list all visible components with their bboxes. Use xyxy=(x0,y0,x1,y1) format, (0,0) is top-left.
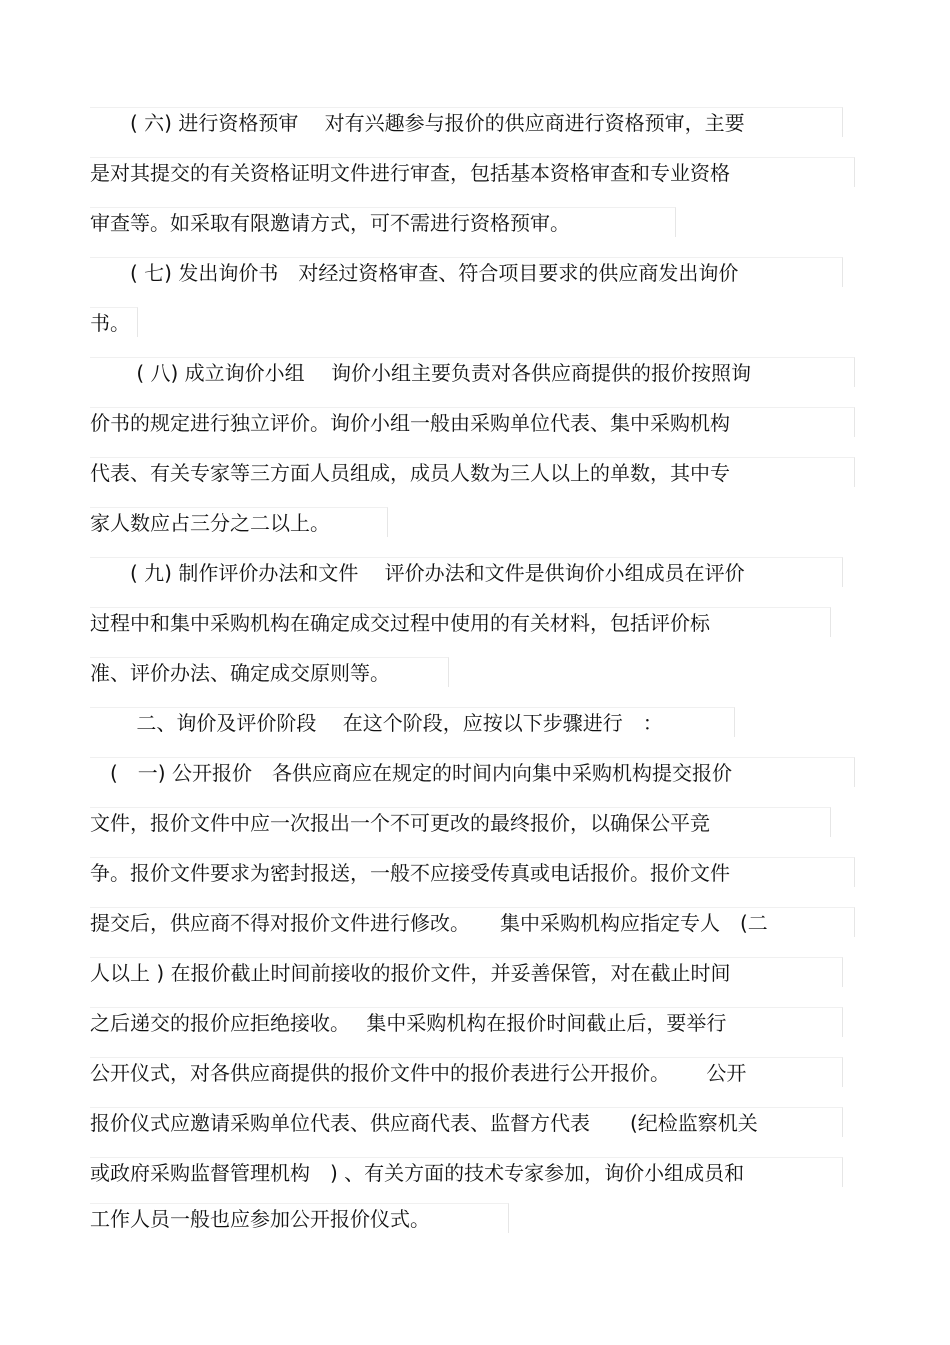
text-line: 工作人员一般也应参加公开报价仪式。 xyxy=(90,1203,509,1233)
text-line: 之后递交的报价应拒绝接收。 集中采购机构在报价时间截止后，要举行 xyxy=(90,1007,843,1037)
text-line: 文件，报价文件中应一次报出一个不可更改的最终报价，以确保公平竞 xyxy=(90,807,831,837)
text-line: ( 六) 进行资格预审 对有兴趣参与报价的供应商进行资格预审，主要 xyxy=(90,107,843,137)
text-line: 公开仪式，对各供应商提供的报价文件中的报价表进行公开报价。 公开 xyxy=(90,1057,843,1087)
text-line: ( 一) 公开报价 各供应商应在规定的时间内向集中采购机构提交报价 xyxy=(90,757,855,787)
text-line: ( 八) 成立询价小组 询价小组主要负责对各供应商提供的报价按照询 xyxy=(90,357,855,387)
text-line: 价书的规定进行独立评价。询价小组一般由采购单位代表、集中采购机构 xyxy=(90,407,855,437)
text-line: 人以上 ) 在报价截止时间前接收的报价文件，并妥善保管，对在截止时间 xyxy=(90,957,843,987)
text-line: 或政府采购监督管理机构 ) 、有关方面的技术专家参加，询价小组成员和 xyxy=(90,1157,843,1187)
text-line: 书。 xyxy=(90,307,138,337)
text-line: ( 九) 制作评价办法和文件 评价办法和文件是供询价小组成员在评价 xyxy=(90,557,843,587)
text-line: 是对其提交的有关资格证明文件进行审查，包括基本资格审查和专业资格 xyxy=(90,157,855,187)
text-line: 二、询价及评价阶段 在这个阶段，应按以下步骤进行 ： xyxy=(90,707,735,737)
text-line: 准、评价办法、确定成交原则等。 xyxy=(90,657,449,687)
text-line: 提交后，供应商不得对报价文件进行修改。 集中采购机构应指定专人 (二 xyxy=(90,907,855,937)
text-line: ( 七) 发出询价书 对经过资格审查、符合项目要求的供应商发出询价 xyxy=(90,257,843,287)
text-line: 家人数应占三分之二以上。 xyxy=(90,507,388,537)
text-line: 代表、有关专家等三方面人员组成，成员人数为三人以上的单数，其中专 xyxy=(90,457,855,487)
text-line: 争。报价文件要求为密封报送，一般不应接受传真或电话报价。报价文件 xyxy=(90,857,855,887)
text-line: 报价仪式应邀请采购单位代表、供应商代表、监督方代表 (纪检监察机关 xyxy=(90,1107,843,1137)
text-line: 过程中和集中采购机构在确定成交过程中使用的有关材料，包括评价标 xyxy=(90,607,831,637)
text-line: 审查等。如采取有限邀请方式，可不需进行资格预审。 xyxy=(90,207,676,237)
